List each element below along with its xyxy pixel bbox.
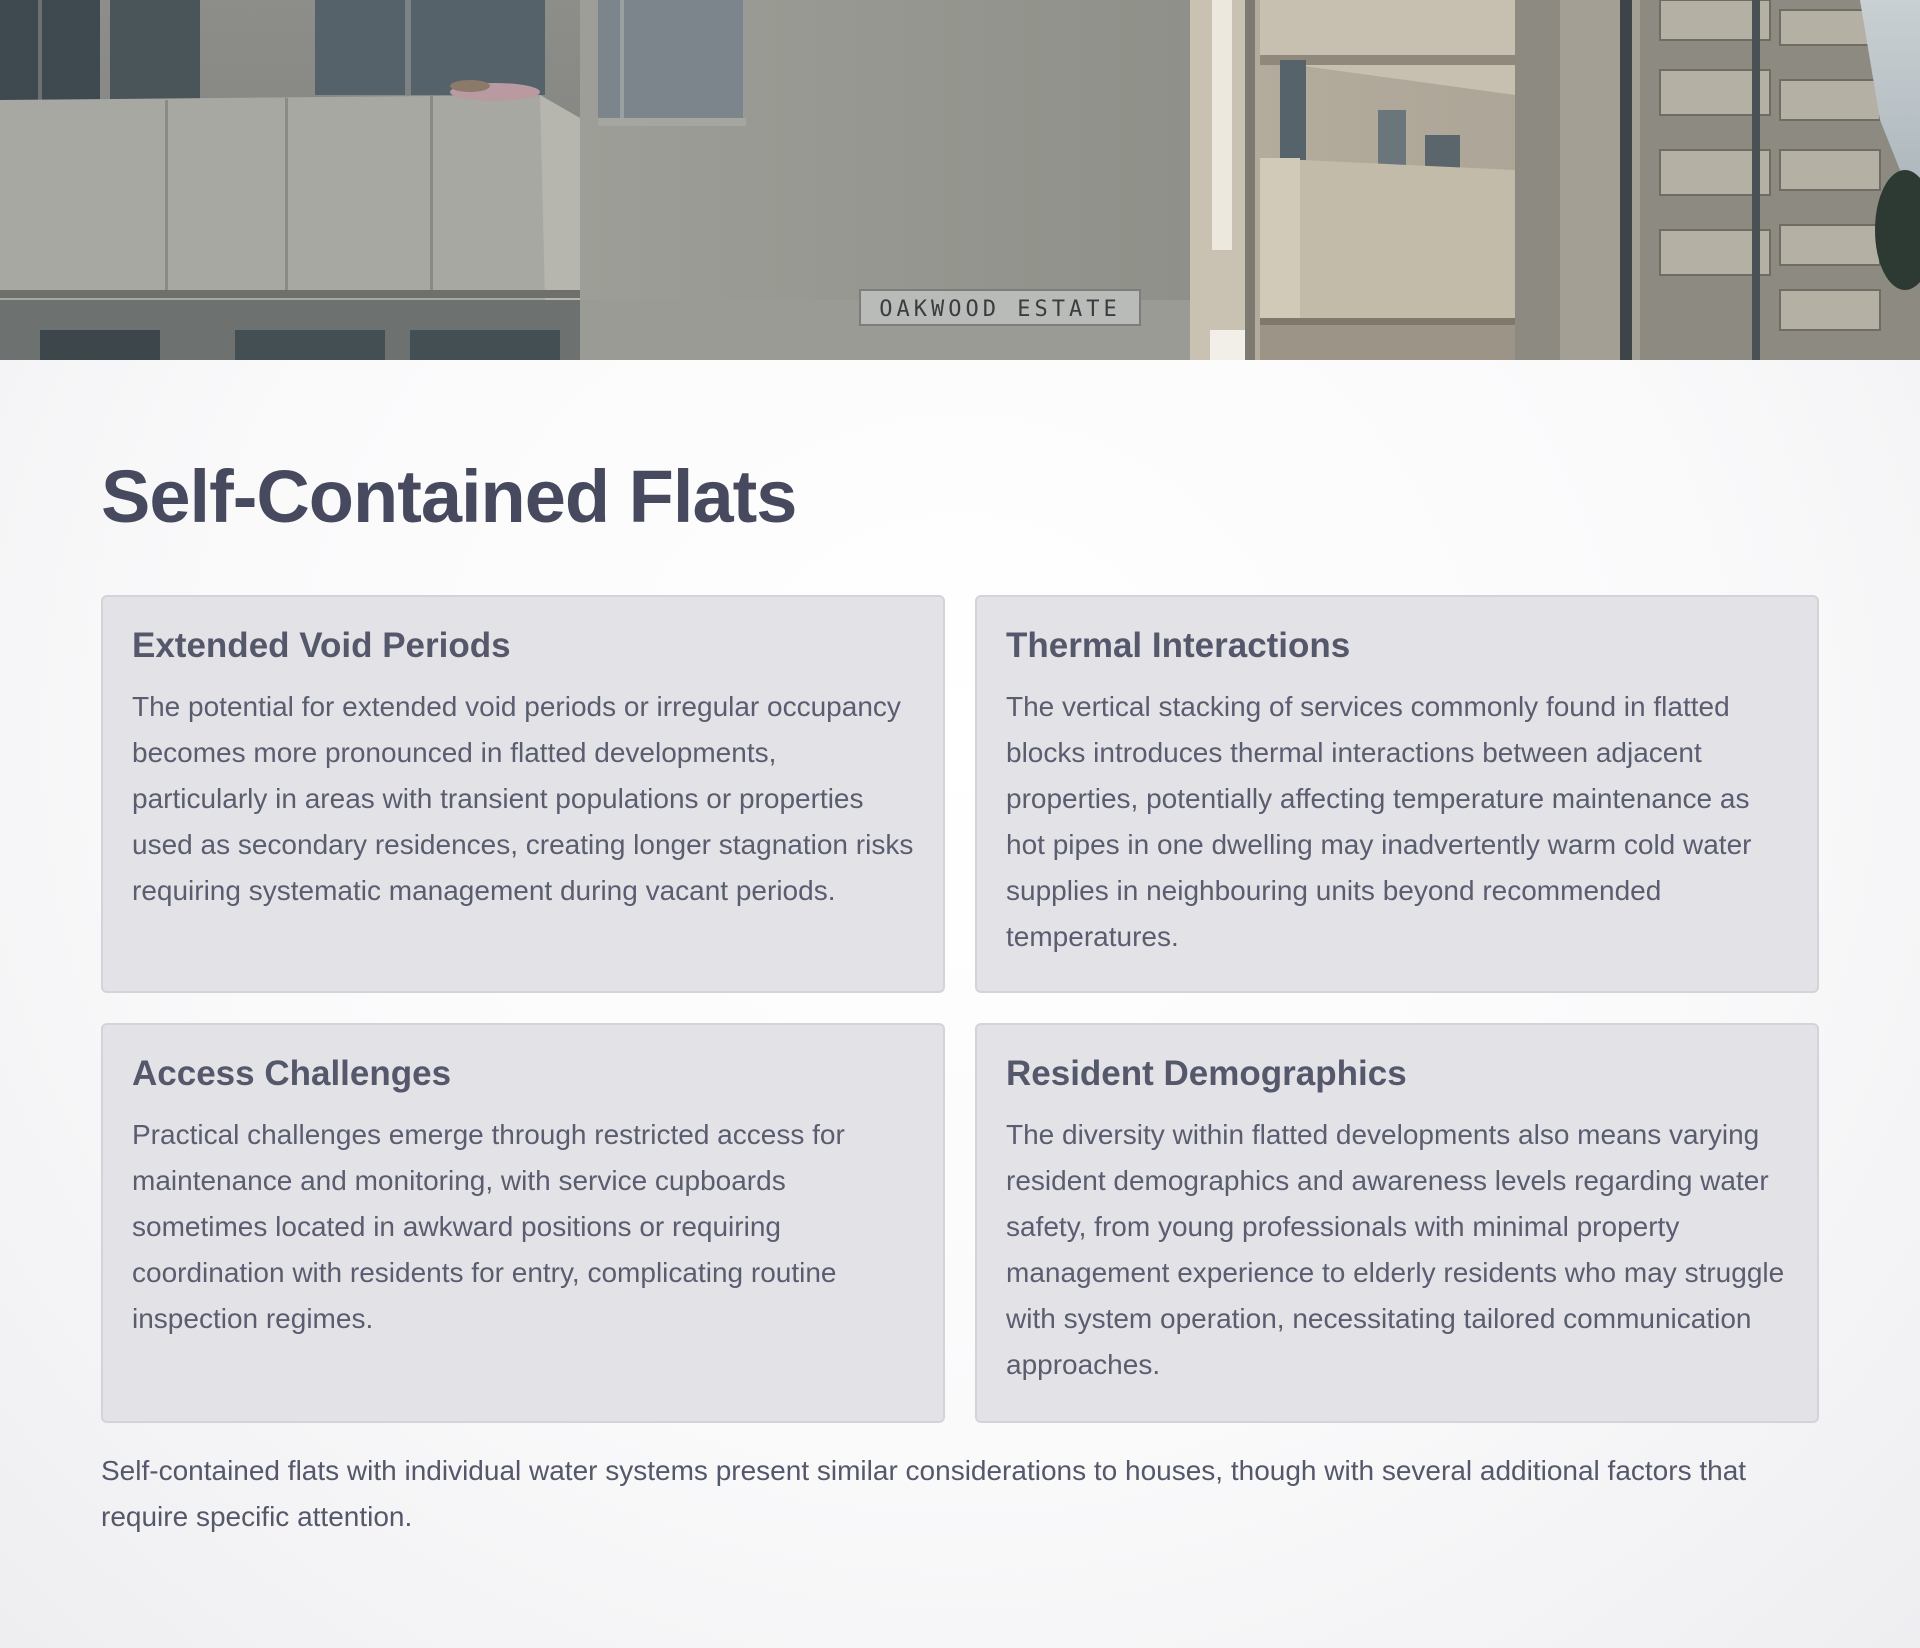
page-title: Self-Contained Flats bbox=[101, 455, 797, 538]
card-heading: Resident Demographics bbox=[1006, 1054, 1407, 1093]
hero-image bbox=[0, 0, 1920, 360]
card-body: The potential for extended void periods or irregular occupancy becomes more pronounced in flatted developments, particularly in areas with transient populations or properties used as secondary residences, creating longer stagnation risks requiring systematic management during vacant periods. bbox=[132, 690, 914, 906]
card-body: Practical challenges emerge through restricted access for maintenance and monitoring, with service cupboards sometimes located in awkward positions or requiring coordination with residents for entry, complicating routine inspection regimes. bbox=[132, 1118, 845, 1334]
building-photo bbox=[0, 0, 1920, 360]
card-grid bbox=[101, 595, 1819, 1423]
card-access-challenges bbox=[101, 1023, 945, 1423]
card-heading: Extended Void Periods bbox=[132, 626, 511, 665]
card-heading: Thermal Interactions bbox=[1006, 626, 1351, 665]
summary-paragraph: Self-contained flats with individual water systems present similar considerations to houses, though with several additional factors that require specific attention. bbox=[101, 1455, 1747, 1532]
card-body: The diversity within flatted developments also means varying resident demographics and awareness levels regarding water safety, from young professionals with minimal property management experience to elderly residents who may struggle with system operation, necessitating tailored communication approaches. bbox=[1006, 1118, 1785, 1380]
estate-sign-label: OAKWOOD ESTATE bbox=[879, 297, 1121, 322]
card-body: The vertical stacking of services commonly found in flatted blocks introduces thermal interactions between adjacent properties, potentially affecting temperature maintenance as hot pipes in one dwelling may inadvertently warm cold water supplies in neighbouring units beyond recommended temperatures. bbox=[1006, 690, 1752, 952]
card-resident-demographics bbox=[975, 1023, 1819, 1423]
card-thermal-interactions bbox=[975, 595, 1819, 993]
card-extended-void-periods bbox=[101, 595, 945, 993]
card-heading: Access Challenges bbox=[132, 1054, 452, 1093]
